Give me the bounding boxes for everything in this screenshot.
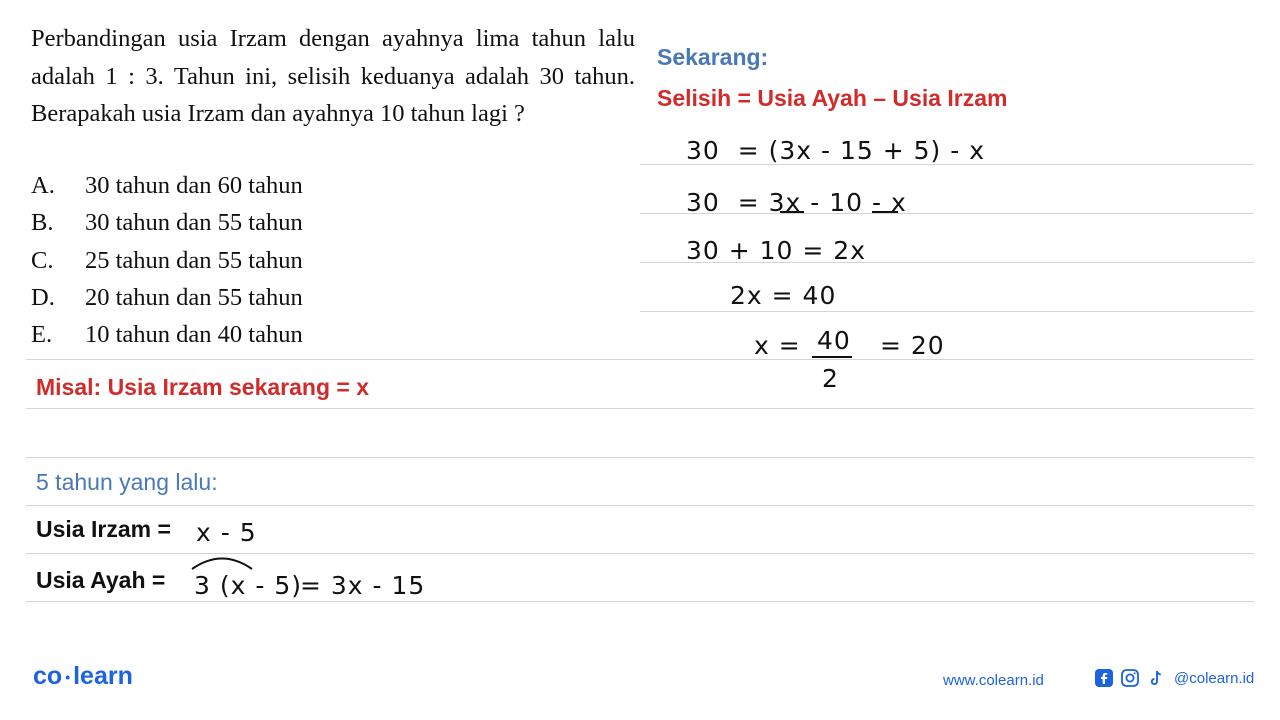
irzam-value: x - 5	[196, 518, 257, 547]
tiktok-icon[interactable]	[1146, 668, 1166, 688]
colearn-logo	[33, 662, 133, 691]
rule-line	[26, 601, 1254, 602]
option-a	[31, 172, 303, 200]
option-b	[31, 209, 303, 237]
step-line-3: 30 + 10 = 2x	[686, 236, 867, 265]
logo-right: learn	[73, 662, 133, 690]
rule-line	[26, 359, 1254, 360]
misal-heading: Misal: Usia Irzam sekarang = x	[36, 374, 370, 400]
lalu-heading: 5 tahun yang lalu:	[36, 469, 218, 495]
option-letter: A.	[31, 172, 55, 199]
fraction-denominator: 2	[822, 364, 839, 393]
irzam-label: Usia Irzam =	[36, 516, 171, 542]
fraction-numerator: 40	[817, 326, 851, 355]
rule-line	[26, 505, 1254, 506]
option-letter: C.	[31, 247, 54, 274]
ayah-label: Usia Ayah =	[36, 567, 166, 593]
option-letter: E.	[31, 321, 53, 348]
option-letter: D.	[31, 284, 55, 311]
ayah-result: = 3x - 15	[300, 571, 426, 600]
option-text: 10 tahun dan 40 tahun	[85, 321, 303, 348]
option-text: 20 tahun dan 55 tahun	[85, 284, 303, 311]
step-line-5-rhs: = 20	[880, 331, 945, 360]
step-line-1: 30 = (3x - 15 + 5) - x	[686, 136, 985, 165]
step-line-2: 30 = 3x - 10 - x	[686, 188, 907, 217]
social-handle[interactable]: @colearn.id	[1174, 669, 1255, 687]
instagram-icon[interactable]	[1120, 668, 1140, 688]
logo-left: co	[33, 662, 63, 690]
fraction-bar	[812, 356, 852, 358]
rule-line	[26, 408, 1254, 409]
step-line-5-lhs: x =	[754, 331, 801, 360]
option-e	[31, 321, 303, 349]
ayah-value: 3 (x - 5)	[194, 571, 302, 600]
rule-line	[26, 457, 1254, 458]
selisih-heading: Selisih = Usia Ayah – Usia Irzam	[657, 85, 1008, 111]
distribute-arc-icon	[188, 552, 258, 572]
option-letter: B.	[31, 209, 54, 236]
website-link[interactable]: www.colearn.id	[943, 672, 1044, 689]
sekarang-heading: Sekarang:	[657, 44, 769, 70]
step-line-4: 2x = 40	[730, 281, 837, 310]
option-c	[31, 247, 303, 275]
logo-dot: •	[65, 669, 71, 686]
facebook-icon[interactable]	[1094, 668, 1114, 688]
social-links	[1094, 668, 1254, 688]
option-text: 25 tahun dan 55 tahun	[85, 247, 303, 274]
cancel-underline-icon	[778, 209, 908, 219]
option-text: 30 tahun dan 60 tahun	[85, 172, 303, 199]
option-text: 30 tahun dan 55 tahun	[85, 209, 303, 236]
question-text: Perbandingan usia Irzam dengan ayahnya lima tahun lalu adalah 1 : 3. Tahun ini, selisih keduanya adalah 30 tahun. Berapakah usia Irzam dan ayahnya 10 tahun lagi ?	[31, 25, 635, 127]
option-d	[31, 284, 303, 312]
rule-line	[640, 311, 1254, 312]
